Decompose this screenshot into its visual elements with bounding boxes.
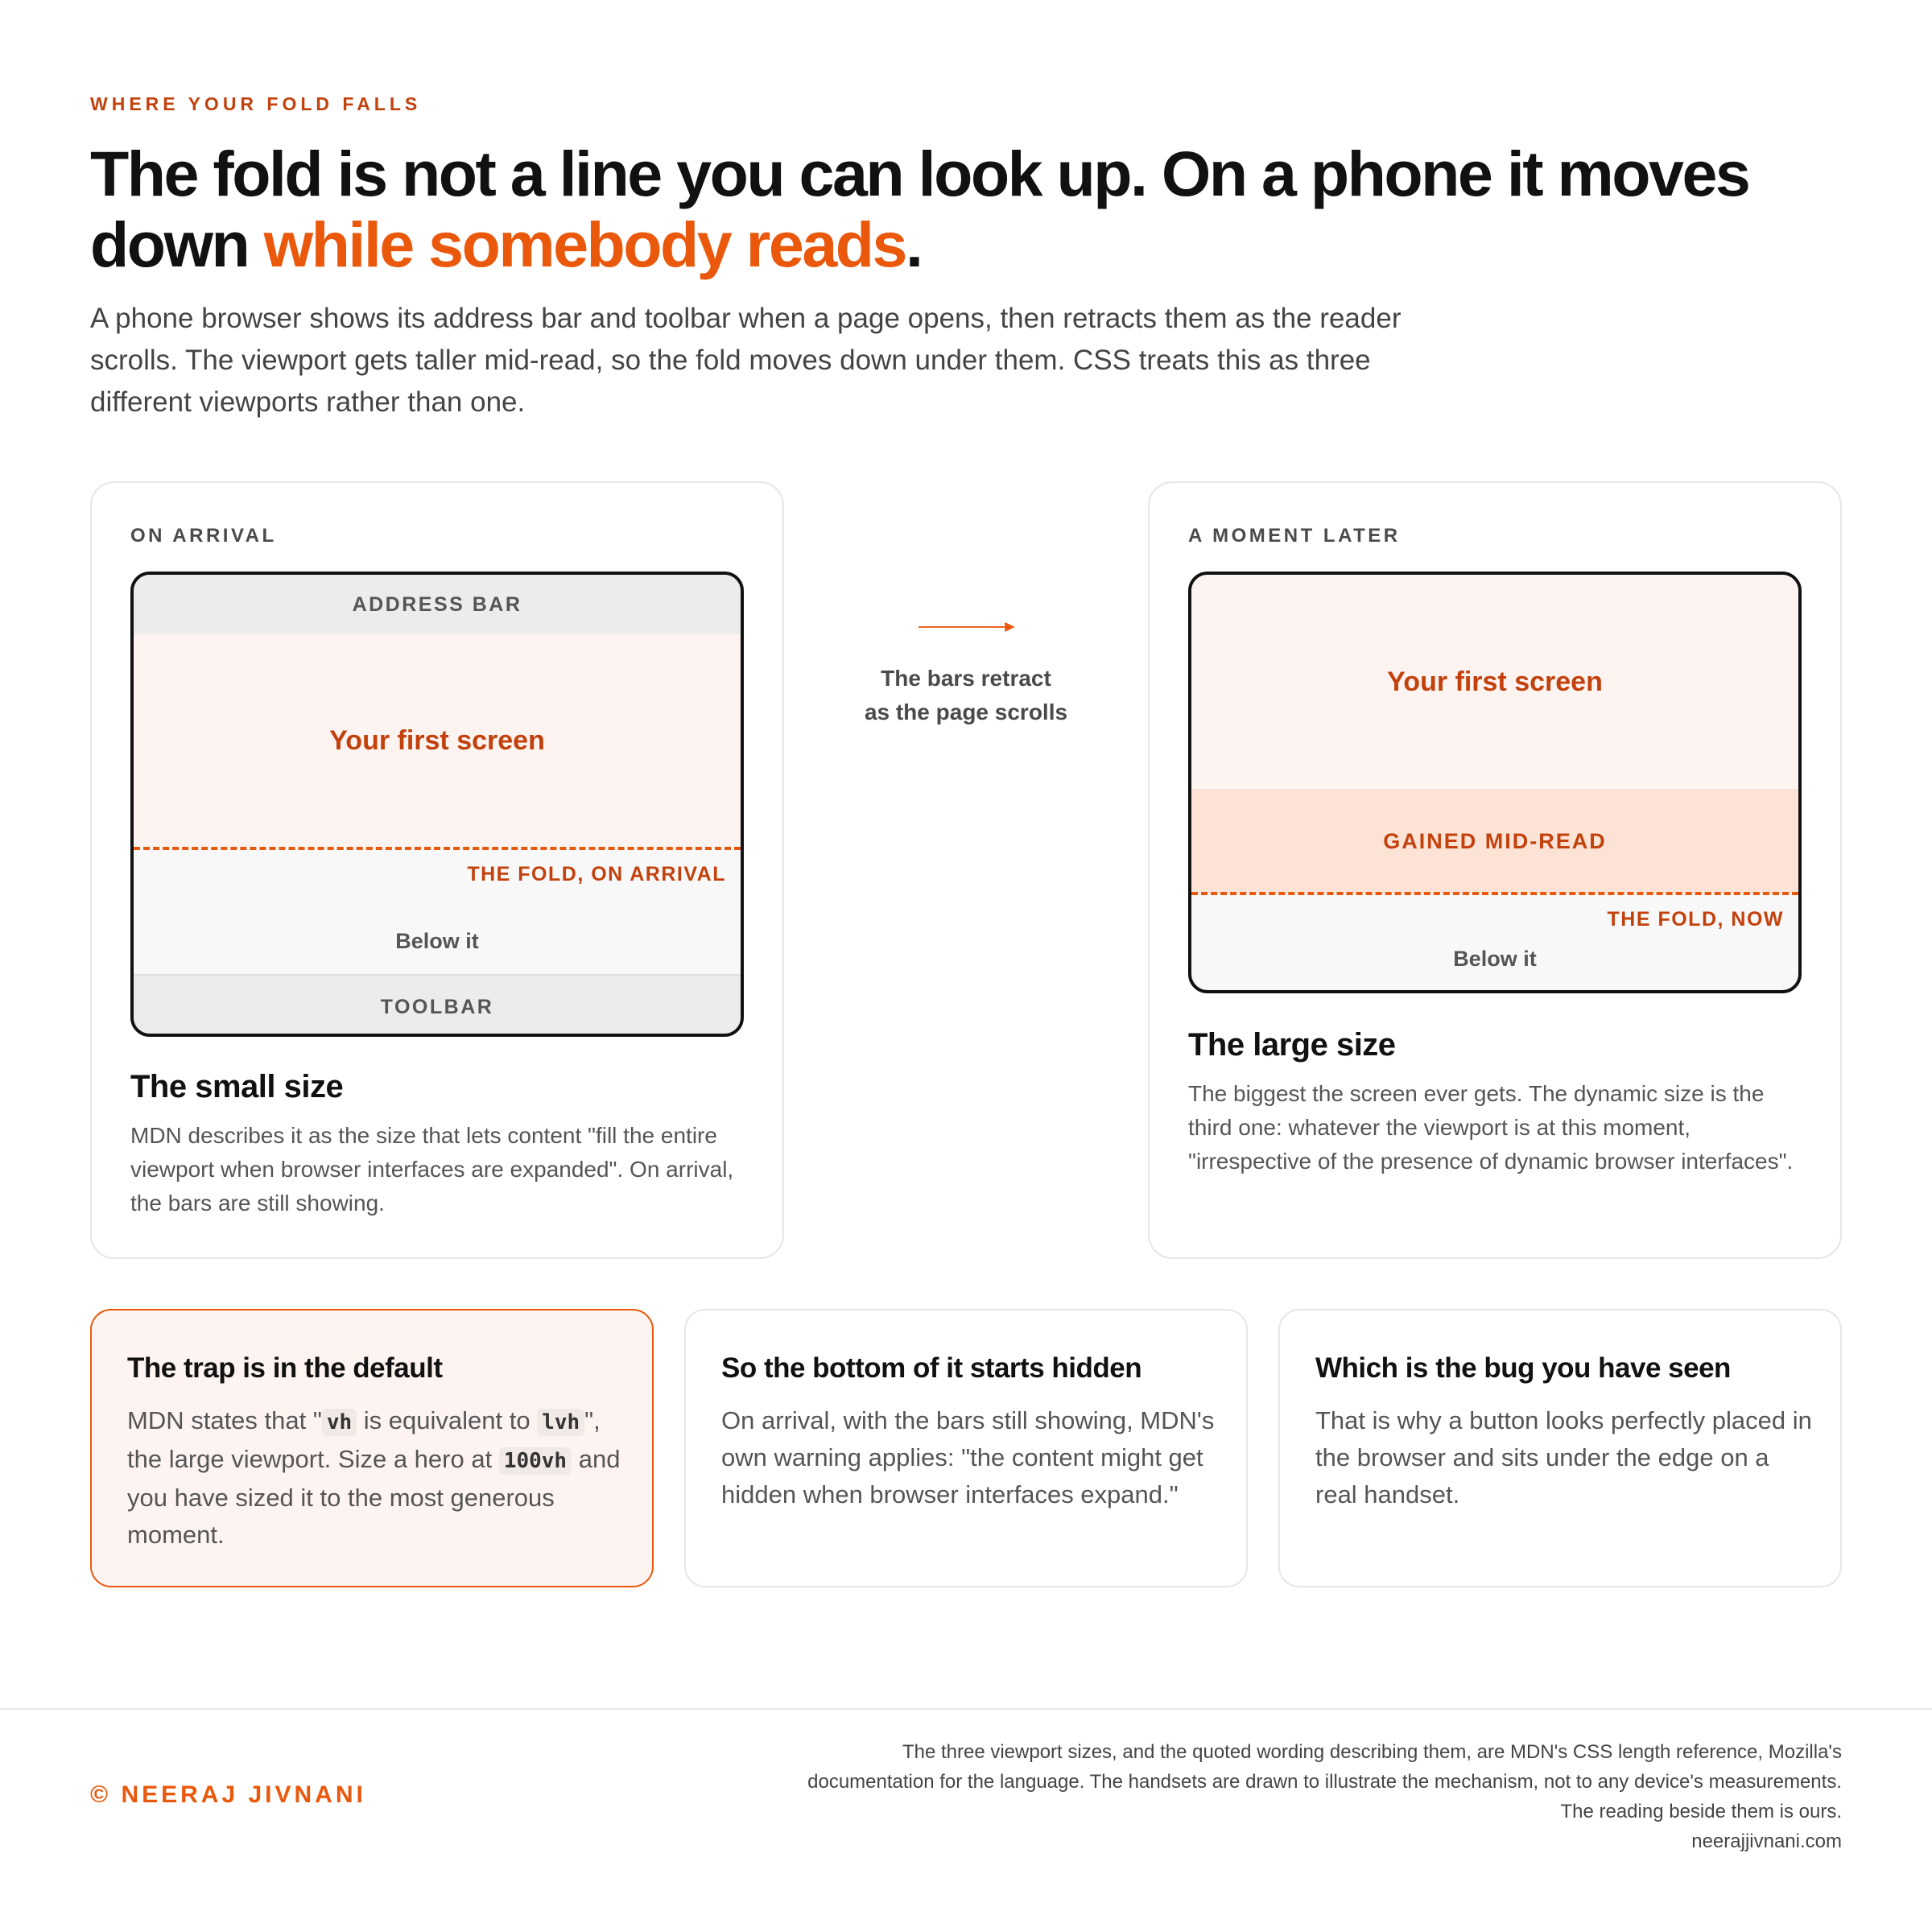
address-bar: ADDRESS BAR bbox=[134, 575, 741, 634]
note-trap bbox=[90, 1309, 654, 1587]
note-title: The trap is in the default bbox=[127, 1352, 443, 1384]
code-vh: vh bbox=[322, 1409, 357, 1436]
note-bottom-hidden bbox=[684, 1309, 1248, 1587]
footnote-line: The reading beside them is ours. bbox=[1560, 1801, 1842, 1822]
copyright: © NEERAJ JIVNANI bbox=[90, 1781, 366, 1808]
on-arrival-card bbox=[90, 481, 784, 1259]
note-text: and you have sized it to the most generous moment. bbox=[127, 1445, 621, 1549]
note-body: That is why a button looks perfectly placed in the browser and sits under the edge on a real handset. bbox=[1315, 1406, 1812, 1509]
transition-caption bbox=[829, 662, 1103, 729]
note-body bbox=[127, 1402, 626, 1554]
footnote bbox=[715, 1737, 1842, 1856]
arrowhead-icon bbox=[1005, 622, 1015, 632]
moment-later-card bbox=[1148, 481, 1842, 1259]
fold-line bbox=[134, 847, 741, 850]
card-title: The large size bbox=[1188, 1027, 1396, 1063]
footnote-line: documentation for the language. The handsets are drawn to illustrate the mechanism, not to any device's measurements. bbox=[807, 1771, 1842, 1793]
toolbar: TOOLBAR bbox=[134, 974, 741, 1037]
caption-line2: as the page scrolls bbox=[864, 700, 1068, 724]
card-label: ON ARRIVAL bbox=[130, 525, 277, 547]
headline-end: . bbox=[906, 208, 922, 280]
note-title: So the bottom of it starts hidden bbox=[721, 1352, 1142, 1384]
phone-moment-later bbox=[1188, 572, 1802, 993]
note-text: is equivalent to bbox=[357, 1406, 538, 1434]
eyebrow: WHERE YOUR FOLD FALLS bbox=[90, 93, 422, 114]
headline-accent: while somebody reads bbox=[263, 208, 906, 280]
note-bug bbox=[1278, 1309, 1842, 1587]
headline bbox=[90, 138, 1829, 280]
card-label: A MOMENT LATER bbox=[1188, 525, 1401, 547]
below-it-label: Below it bbox=[395, 929, 479, 953]
note-text: MDN states that " bbox=[127, 1406, 322, 1434]
first-screen: Your first screen bbox=[1191, 575, 1798, 789]
footer-divider bbox=[0, 1708, 1932, 1710]
card-body: The biggest the screen ever gets. The dynamic size is the third one: whatever the viewport is at this moment, "irrespective of the presence of dynamic browser interfaces". bbox=[1188, 1081, 1794, 1174]
code-lvh: lvh bbox=[537, 1409, 584, 1436]
lede: A phone browser shows its address bar and toolbar when a page opens, then retracts them as the reader scrolls. The viewport gets taller mid-read, so the fold moves down under them. CSS treats this as three different viewports rather than one. bbox=[90, 303, 1402, 418]
note-body: On arrival, with the bars still showing, MDN's own warning applies: "the content might get hidden when browser interfaces expand." bbox=[721, 1406, 1215, 1509]
fold-label: THE FOLD, NOW bbox=[1607, 908, 1784, 931]
phone-on-arrival bbox=[130, 572, 744, 1037]
fold-label: THE FOLD, ON ARRIVAL bbox=[467, 863, 726, 885]
card-body: MDN describes it as the size that lets content "fill the entire viewport when browser interfaces are expanded". On arrival, the bars are still showing. bbox=[130, 1123, 734, 1216]
headline-part1: The fold is not a line you can look up. On a phone it moves down bbox=[90, 138, 1749, 280]
gained-mid-read: GAINED MID-READ bbox=[1191, 789, 1798, 894]
transition-arrow bbox=[829, 620, 1103, 660]
card-title: The small size bbox=[130, 1069, 344, 1104]
caption-line1: The bars retract bbox=[881, 666, 1051, 691]
below-it-label: Below it bbox=[1453, 947, 1537, 971]
code-100vh: 100vh bbox=[499, 1447, 572, 1475]
first-screen: Your first screen bbox=[134, 634, 741, 847]
note-text: ", the large viewport. Size a hero at bbox=[127, 1406, 601, 1473]
fold-line bbox=[1191, 892, 1798, 895]
note-title: Which is the bug you have seen bbox=[1315, 1352, 1731, 1384]
site-url: neerajjivnani.com bbox=[1691, 1831, 1842, 1852]
footnote-line: The three viewport sizes, and the quoted wording describing them, are MDN's CSS length reference, Mozilla's bbox=[902, 1741, 1842, 1763]
